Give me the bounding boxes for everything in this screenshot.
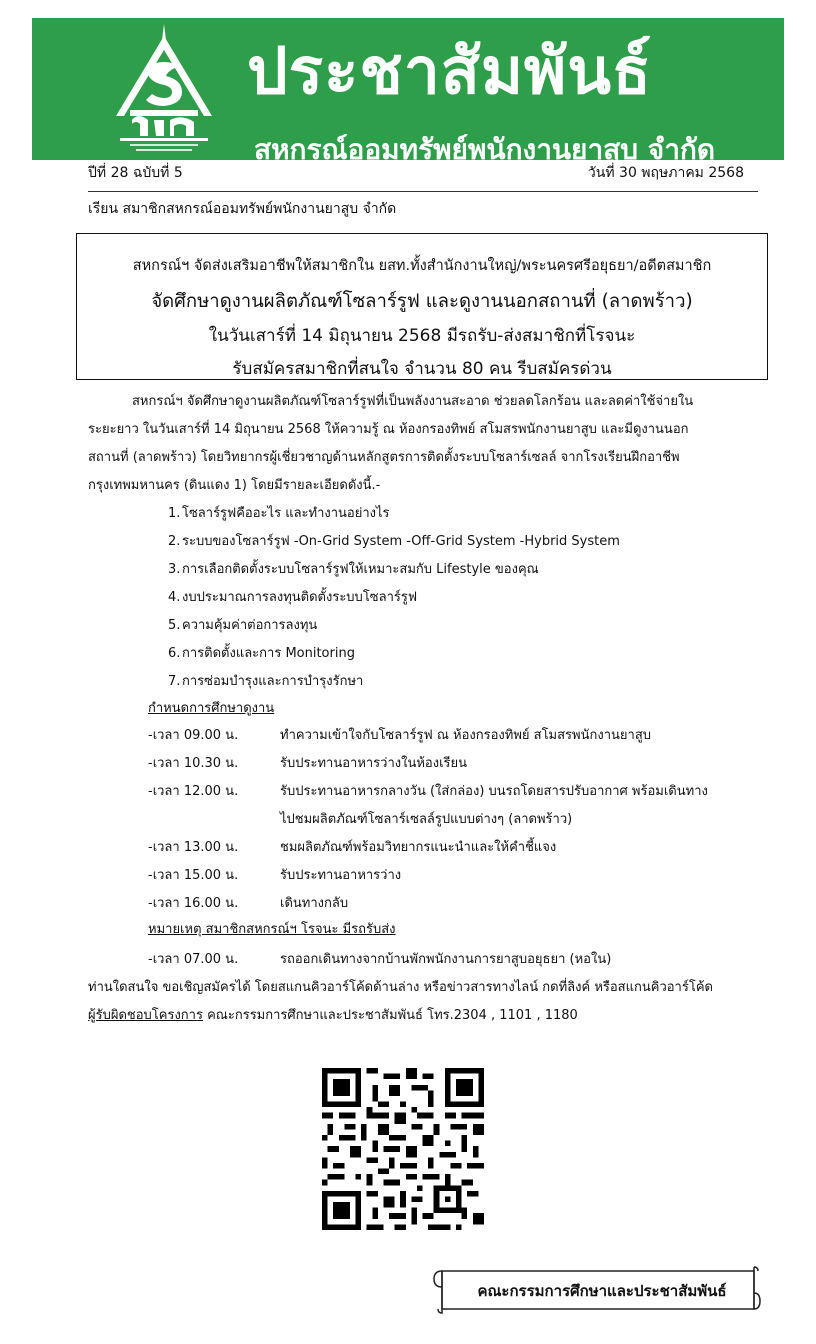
list-item: 4. งบประมาณการลงทุนติดตั้งระบบโซลาร์รูฟ: [168, 590, 418, 605]
issue-date: วันที่ 30 พฤษภาคม 2568: [587, 165, 744, 181]
schedule-desc: ชมผลิตภัณฑ์พร้อมวิทยากรแนะนำและให้คำชี้แจง: [280, 840, 557, 855]
salutation: เรียน สมาชิกสหกรณ์ออมทรัพย์พนักงานยาสูบ จำกัด: [88, 201, 397, 217]
note-time: -เวลา 07.00 น.: [148, 952, 239, 967]
schedule-desc: รับประทานอาหารว่าง: [280, 868, 402, 883]
body-line: สหกรณ์ฯ จัดศึกษาดูงานผลิตภัณฑ์โซลาร์รูฟที่เป็นพลังงานสะอาด ช่วยลดโลกร้อน และลดค่าใช้จ่ายใน: [132, 394, 694, 409]
note-row: [148, 948, 708, 976]
responsible-label: ผู้รับผิดชอบโครงการ: [88, 1008, 203, 1023]
list-item: 1. โซลาร์รูฟคืออะไร และทำงานอย่างไร: [168, 506, 390, 521]
schedule-heading: กำหนดการศึกษาดูงาน: [148, 701, 275, 716]
body-line: สถานที่ (ลาดพร้าว) โดยวิทยากรผู้เชี่ยวชาญด้านหลักสูตรการติดตั้งระบบโซลาร์เซลล์ จากโรงเรียนฝึกอาชีพ: [88, 450, 680, 465]
cooperative-logo-icon: [108, 20, 220, 158]
schedule-desc: เดินทางกลับ: [280, 896, 349, 911]
responsible-contact: คณะกรรมการศึกษาและประชาสัมพันธ์ โทร.2304 , 1101 , 1180: [202, 1008, 578, 1023]
announcement-headline: จัดศึกษาดูงานผลิตภัณฑ์โซลาร์รูฟ และดูงานนอกสถานที่ (ลาดพร้าว): [151, 291, 693, 312]
schedule-time: -เวลา 09.00 น.: [148, 728, 239, 743]
body-paragraph: [88, 388, 760, 500]
schedule-desc: ทำความเข้าใจกับโซลาร์รูฟ ณ ห้องกรองทิพย์ สโมสรพนักงานยาสูบ: [280, 728, 652, 743]
schedule-desc: รับประทานอาหารกลางวัน (ใส่กล่อง) บนรถโดยสารปรับอากาศ พร้อมเดินทาง: [280, 784, 708, 799]
invitation-text: ท่านใดสนใจ ขอเชิญสมัครได้ โดยสแกนคิวอาร์โค้ดด้านล่าง หรือข่าวสารทางไลน์ กดที่ลิงค์ หรือสแกนคิวอาร์โค้ด: [88, 980, 713, 995]
list-item: 2. ระบบของโซลาร์รูฟ -On-Grid System -Off-Grid System -Hybrid System: [168, 534, 620, 549]
newsletter-title: ประชาสัมพันธ์: [247, 35, 652, 109]
list-item: 5. ความคุ้มค่าต่อการลงทุน: [168, 618, 318, 633]
body-line: ระยะยาว ในวันเสาร์ที่ 14 มิถุนายน 2568 ให้ความรู้ ณ ห้องกรองทิพย์ สโมสรพนักงานยาสูบ และมีดูงานนอก: [88, 422, 689, 437]
header-divider: [88, 191, 758, 192]
list-item: 6. การติดตั้งและการ Monitoring: [168, 646, 355, 661]
issue-number: ปีที่ 28 ฉบับที่ 5: [88, 165, 183, 181]
list-item: 3. การเลือกติดตั้งระบบโซลาร์รูฟให้เหมาะสมกับ Lifestyle ของคุณ: [168, 562, 539, 577]
list-item: 7. การซ่อมบำรุงและการบำรุงรักษา: [168, 674, 364, 689]
header-banner: [32, 18, 784, 166]
schedule-time: -เวลา 16.00 น.: [148, 896, 239, 911]
schedule-time: -เวลา 15.00 น.: [148, 868, 239, 883]
announcement-line-1: สหกรณ์ฯ จัดส่งเสริมอาชีพให้สมาชิกใน ยสท.ทั้งสำนักงานใหญ่/พระนครศรีอยุธยา/อดีตสมาชิก: [132, 258, 712, 274]
schedule-time: -เวลา 12.00 น.: [148, 784, 239, 799]
note-heading: หมายเหตุ สมาชิกสหกรณ์ฯ โรจนะ มีรถรับส่ง: [148, 922, 396, 937]
signature-text: คณะกรรมการศึกษาและประชาสัมพันธ์: [477, 1282, 727, 1300]
schedule-time: -เวลา 10.30 น.: [148, 756, 239, 771]
body-line: กรุงเทพมหานคร (ดินแดง 1) โดยมีรายละเอียดดังนี้.-: [88, 478, 381, 493]
schedule-time: -เวลา 13.00 น.: [148, 840, 239, 855]
schedule-desc: รับประทานอาหารว่างในห้องเรียน: [280, 756, 468, 771]
announcement-capacity: รับสมัครสมาชิกที่สนใจ จำนวน 80 คน รีบสมัครด่วน: [232, 359, 612, 379]
announcement-box: [76, 233, 768, 380]
note-desc: รถออกเดินทางจากบ้านพักพนักงานการยาสูบอยุธยา (หอใน): [280, 952, 612, 967]
qr-code-icon[interactable]: [322, 1068, 484, 1230]
announcement-date: ในวันเสาร์ที่ 14 มิถุนายน 2568 มีรถรับ-ส่งสมาชิกที่โรจนะ: [208, 326, 636, 346]
topics-list: [168, 500, 620, 696]
schedule-desc-continued: ไปชมผลิตภัณฑ์โซลาร์เซลล์รูปแบบต่างๆ (ลาดพร้าว): [280, 812, 573, 827]
responsible-line: [88, 1004, 578, 1025]
organization-name: สหกรณ์ออมทรัพย์พนักงานยาสูบ จำกัด: [254, 133, 716, 166]
